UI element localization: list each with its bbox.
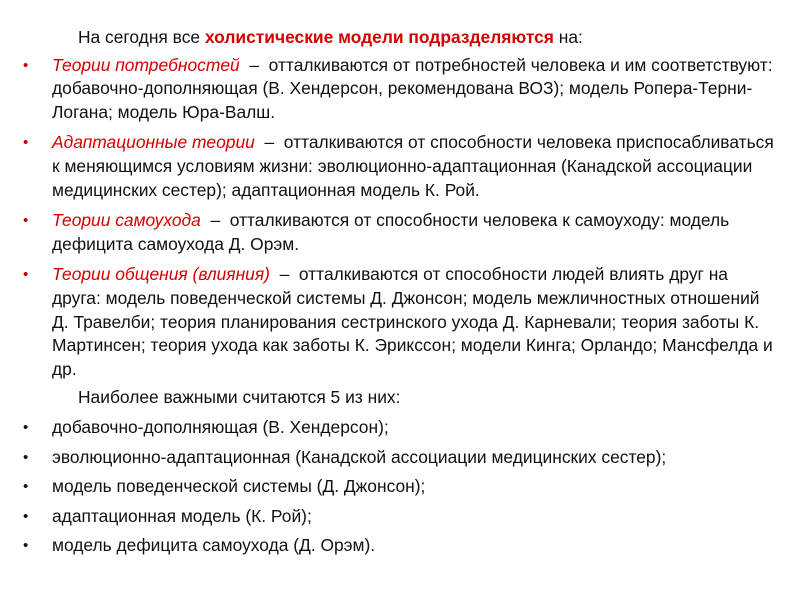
- intro-after: на:: [553, 27, 583, 47]
- important-item: [22, 416, 778, 440]
- theory-item: [22, 54, 778, 125]
- theory-separator: –: [254, 132, 284, 153]
- important-item: [22, 534, 778, 558]
- theory-term: Адаптационные теории: [52, 132, 255, 153]
- bullet-dot-icon: •: [23, 56, 29, 74]
- bullet-dot-icon: •: [23, 478, 29, 496]
- important-item-text: адаптационная модель (К. Рой);: [52, 505, 312, 526]
- theory-item: [22, 263, 778, 381]
- theory-separator: –: [269, 264, 299, 285]
- important-item-text: добавочно-дополняющая (В. Хендерсон);: [52, 416, 389, 437]
- intro-highlight: холистические модели подразделяются: [204, 27, 554, 47]
- important-item-text: модель дефицита самоухода (Д. Орэм).: [52, 535, 376, 556]
- theory-item: [22, 131, 778, 202]
- intro-before: На сегодня все: [78, 27, 205, 47]
- bullet-dot-icon: •: [23, 212, 29, 230]
- important-item-text: модель поведенческой системы (Д. Джонсон);: [52, 476, 426, 497]
- bullet-dot-icon: •: [23, 266, 29, 284]
- theory-description: отталкиваются от способности человека к самоуходу: модель дефицита самоухода Д. Орэм.: [52, 210, 730, 254]
- theory-term: Теории самоухода: [52, 210, 201, 231]
- intro-line: [22, 26, 778, 50]
- theory-description: отталкиваются от способности людей влиять друг на друга: модель поведенческой системы Д. Джонсон; модель межличностных отношений Д. Травелби; теория планирования сестринского ухода Д. Карневали; теория заботы К. Мартинсен; теория ухода как заботы К. Эрикссон; модели Кинга; Орландо; Мансфелда и др.: [52, 264, 773, 379]
- theory-item: [22, 209, 778, 256]
- theory-term: Теории общения (влияния): [52, 264, 270, 285]
- theory-description: отталкиваются от способности человека приспосабливаться к меняющимся условиям жизни: эволюционно-адаптационная (Канадской ассоциации медицинских сестер); адаптационная модель К. Рой.: [52, 132, 774, 200]
- important-item-text: эволюционно-адаптационная (Канадской ассоциации медицинских сестер);: [52, 446, 667, 467]
- important-item: [22, 475, 778, 499]
- theory-term: Теории потребностей: [52, 54, 240, 75]
- theory-separator: –: [239, 54, 269, 75]
- theory-separator: –: [200, 210, 230, 231]
- important-item: [22, 505, 778, 529]
- bullet-dot-icon: •: [23, 134, 29, 152]
- important-item: [22, 446, 778, 470]
- important-intro: Наиболее важными считаются 5 из них:: [78, 387, 401, 408]
- bullet-dot-icon: •: [23, 507, 29, 525]
- bullet-dot-icon: •: [23, 537, 29, 555]
- theory-description: отталкиваются от потребностей человека и им соответствуют: добавочно-дополняющая (В. Хендерсон, рекомендована ВОЗ); модель Ропера-Терни-Логана; модель Юра-Валш.: [52, 54, 773, 122]
- bullet-dot-icon: •: [23, 448, 29, 466]
- bullet-dot-icon: •: [23, 418, 29, 436]
